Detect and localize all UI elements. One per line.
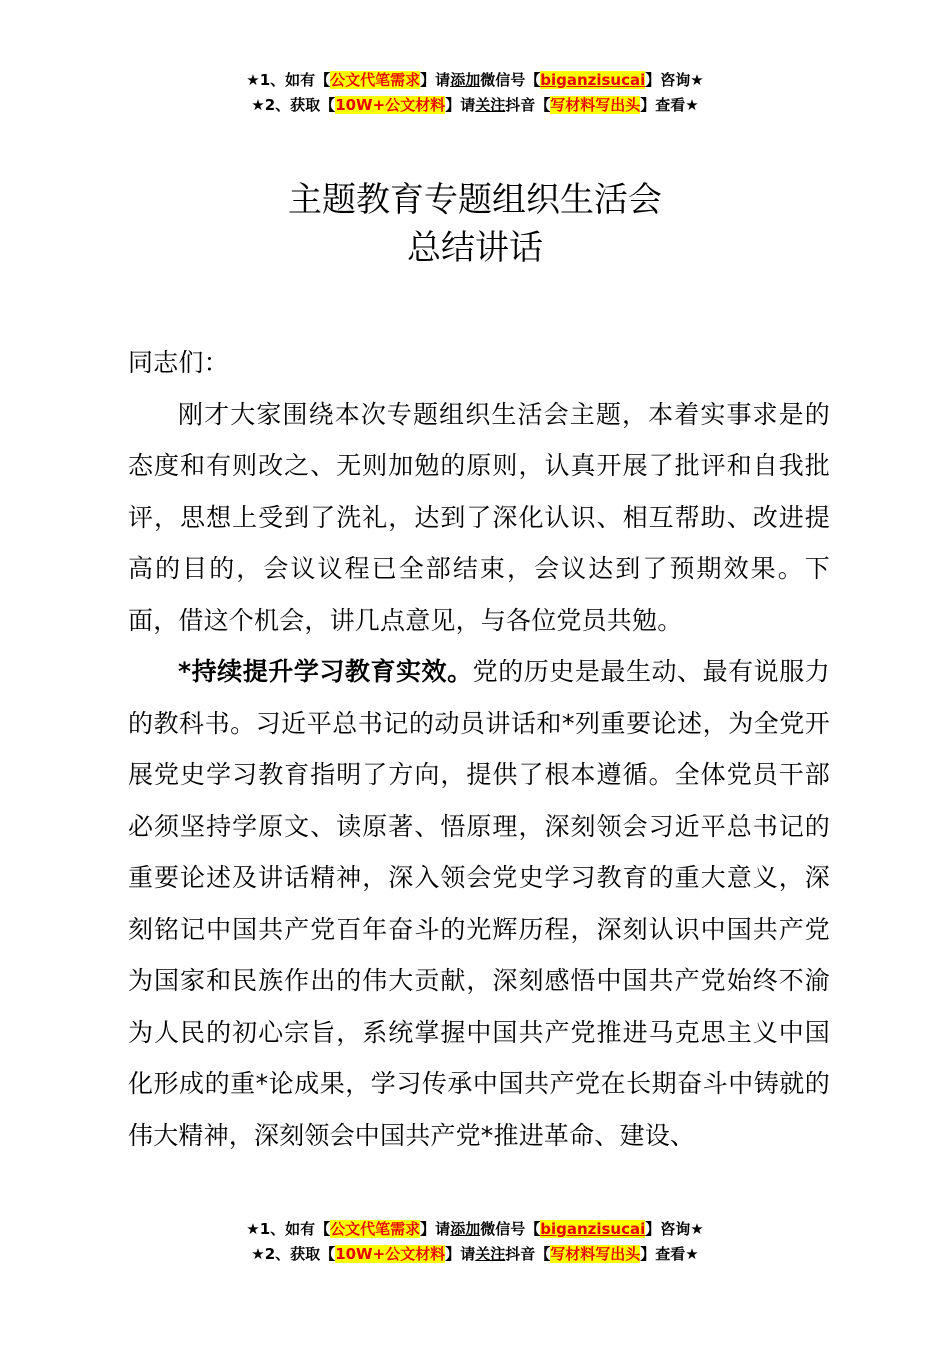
banner-line-2 (0, 93, 950, 118)
banner-line-2 (0, 1242, 950, 1267)
banner-text: 】请 (420, 1220, 451, 1238)
banner-highlight: 公文代笔需求 (330, 71, 421, 89)
banner-text: 微信号【 (480, 71, 541, 89)
title-line-2: 总结讲话 (407, 228, 543, 268)
banner-underline: 添加 (450, 1220, 481, 1238)
banner-highlight: 写材料写出头 (550, 1245, 641, 1263)
paragraph-2-heading: *持续提升学习教育实效。 (178, 657, 473, 686)
salutation: 同志们： (128, 348, 229, 377)
header-banner (0, 68, 950, 118)
banner-text: ★1、如有【 (246, 71, 331, 89)
banner-text: 抖音【 (505, 1245, 551, 1263)
banner-text: ★2、获取【 (251, 96, 336, 114)
banner-text: 】咨询★ (645, 1220, 704, 1238)
banner-line-1 (0, 1217, 950, 1242)
paragraph-1: 刚才大家围绕本次专题组织生活会主题，本着实事求是的态度和有则改之、无则加勉的原则，认真开展了批评和自我批评，思想上受到了洗礼，达到了深化认识、相互帮助、改进提高的目的，会议议程已全部结束，会议达到了预期效果。下面，借这个机会，讲几点意见，与各位党员共勉。 (128, 399, 830, 635)
title-line-1: 主题教育专题组织生活会 (288, 180, 662, 220)
banner-wechat-id: biganzisucai (540, 71, 646, 89)
banner-highlight: 写材料写出头 (550, 96, 641, 114)
banner-line-1 (0, 68, 950, 93)
banner-text: 】查看★ (640, 1245, 699, 1263)
document-body (128, 337, 830, 1161)
banner-text: 】请 (445, 96, 476, 114)
banner-text: ★2、获取【 (251, 1245, 336, 1263)
banner-text: ★1、如有【 (246, 1220, 331, 1238)
banner-highlight: 10W+公文材料 (335, 96, 446, 114)
document-title (0, 176, 950, 272)
footer-banner (0, 1217, 950, 1267)
banner-text: 】咨询★ (645, 71, 704, 89)
banner-wechat-id: biganzisucai (540, 1220, 646, 1238)
banner-underline: 关注 (475, 96, 506, 114)
banner-highlight: 公文代笔需求 (330, 1220, 421, 1238)
banner-text: 】请 (445, 1245, 476, 1263)
banner-text: 微信号【 (480, 1220, 541, 1238)
banner-text: 】查看★ (640, 96, 699, 114)
banner-text: 】请 (420, 71, 451, 89)
banner-highlight: 10W+公文材料 (335, 1245, 446, 1263)
paragraph-2-text: 党的历史是最生动、最有说服力的教科书。习近平总书记的动员讲话和*列重要论述，为全党开展党史学习教育指明了方向，提供了根本遵循。全体党员干部必须坚持学原文、读原著、悟原理，深刻领会习近平总书记的重要论述及讲话精神，深入领会党史学习教育的重大意义，深刻铭记中国共产党百年奋斗的光辉历程，深刻认识中国共产党为国家和民族作出的伟大贡献，深刻感悟中国共产党始终不渝为人民的初心宗旨，系统掌握中国共产党推进马克思主义中国化形成的重*论成果，学习传承中国共产党在长期奋斗中铸就的伟大精神，深刻领会中国共产党*推进革命、建设、 (128, 657, 830, 1150)
banner-underline: 添加 (450, 71, 481, 89)
banner-text: 抖音【 (505, 96, 551, 114)
paragraph-2 (128, 646, 830, 1161)
banner-underline: 关注 (475, 1245, 506, 1263)
